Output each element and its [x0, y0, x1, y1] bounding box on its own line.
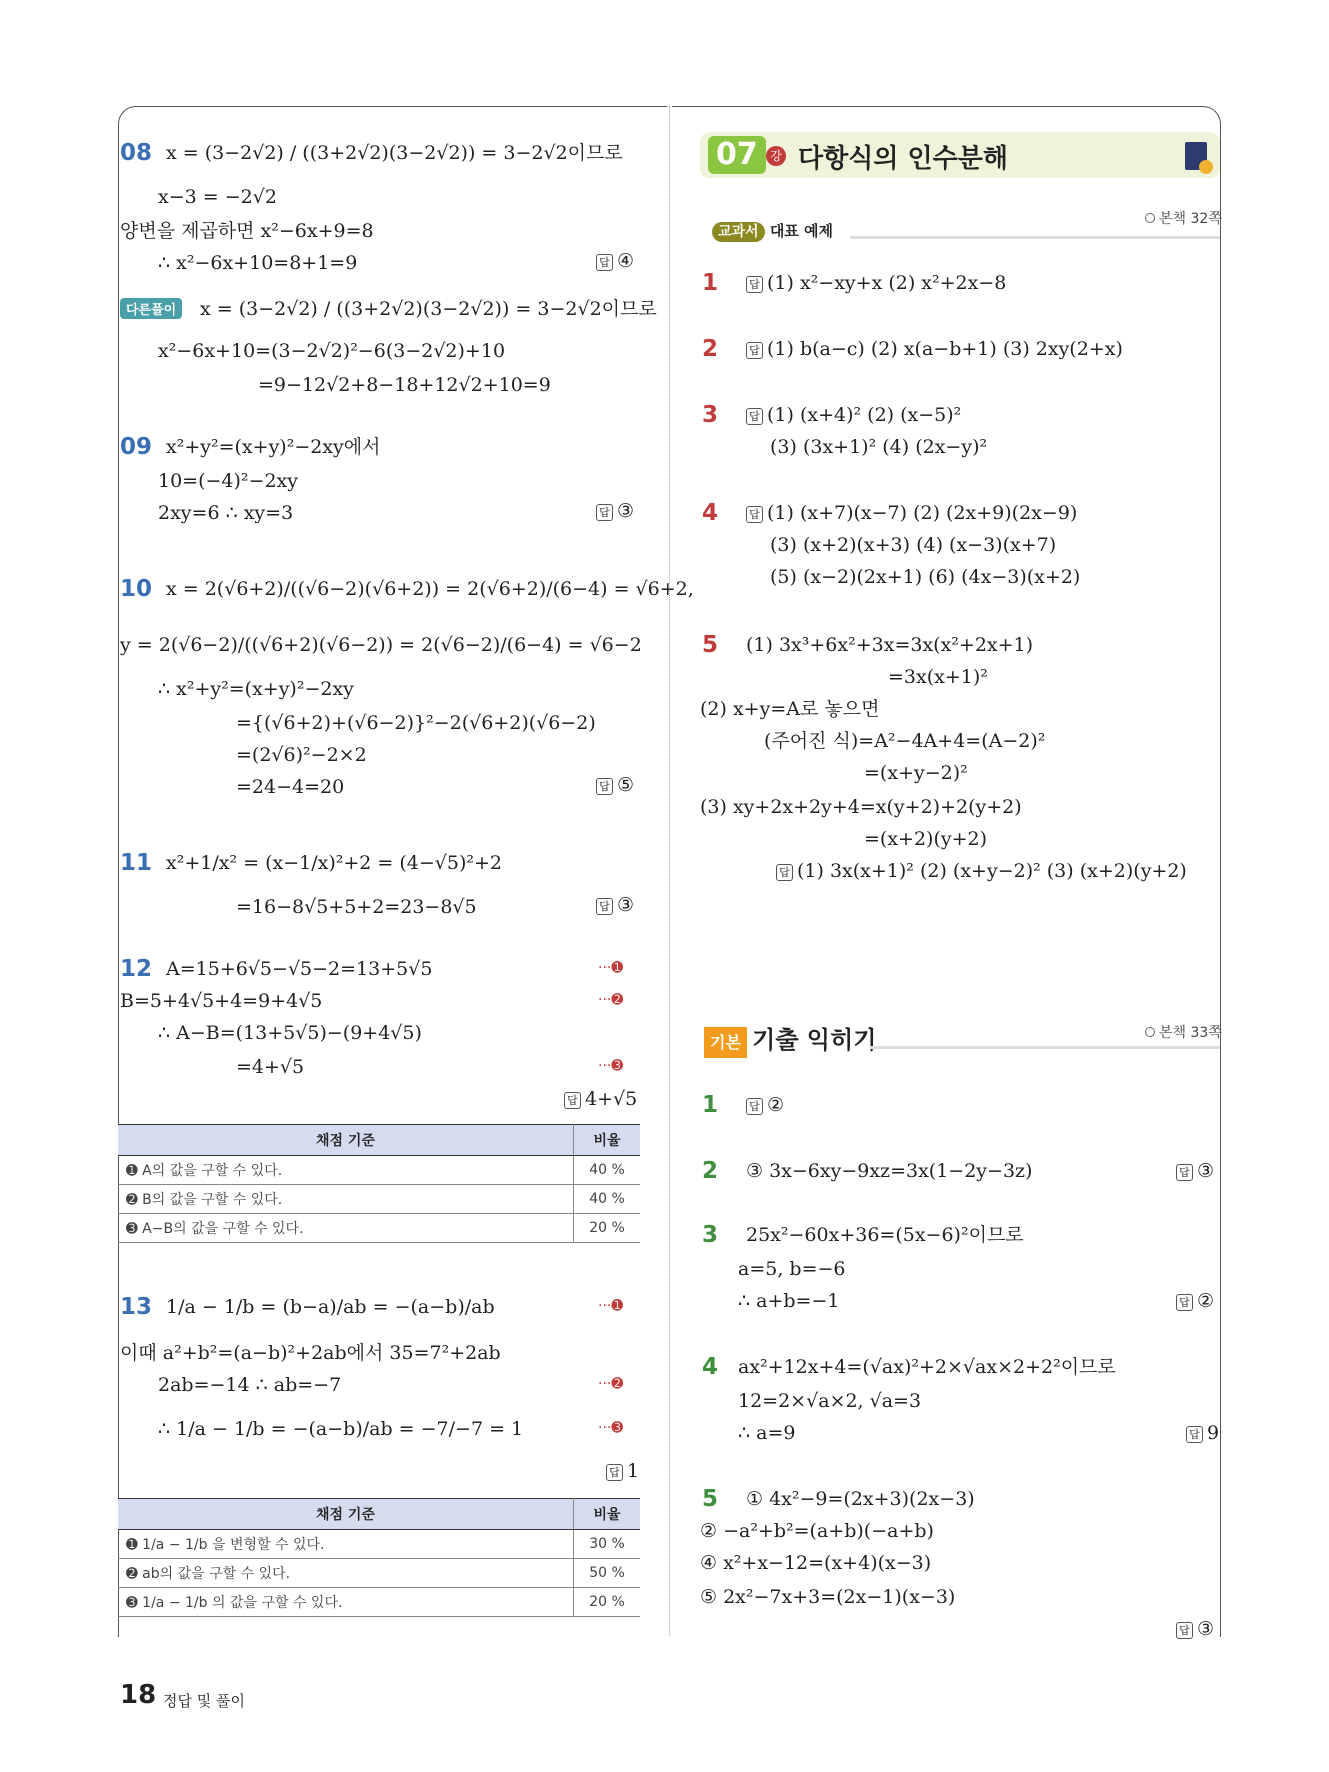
question-number: 1 — [702, 1092, 719, 1118]
solution-line: =24−4=20 — [236, 776, 345, 798]
question-number: 3 — [702, 1222, 719, 1248]
solution-line: 25x²−60x+36=(5x−6)²이므로 — [746, 1224, 1024, 1246]
section-label: 기출 익히기 — [752, 1026, 877, 1054]
answer-value: ③ — [617, 500, 635, 522]
answer-mark-icon: 답 — [746, 276, 763, 293]
section-pill: 교과서 — [712, 222, 765, 242]
footer-label: 정답 및 풀이 — [163, 1692, 245, 1710]
solution-line: x²−6x+10=(3−2√2)²−6(3−2√2)+10 — [158, 340, 506, 362]
answer-mark-icon: 답 — [746, 1098, 763, 1115]
step-marker: ···➊ — [598, 960, 624, 976]
answer-mark-icon: 답 — [606, 1464, 623, 1481]
solution-line: 2ab=−14 ∴ ab=−7 — [158, 1374, 342, 1396]
solution-line: ax²+12x+4=(√ax)²+2×√ax×2+2²이므로 — [738, 1356, 1116, 1378]
answer-mark-icon: 답 — [746, 408, 763, 425]
grading-header-rate: 비율 — [574, 1499, 641, 1530]
page-reference: 본책 33쪽 — [1145, 1022, 1222, 1042]
solution-line: y = 2(√6−2)/((√6+2)(√6−2)) = 2(√6−2)/(6−4) = √6−2 — [120, 634, 642, 656]
solution-line: 10=(−4)²−2xy — [158, 470, 299, 492]
solution-line: ④ x²+x−12=(x+4)(x−3) — [700, 1552, 932, 1574]
answer-mark-icon: 답 — [746, 506, 763, 523]
solution-line: =16−8√5+5+2=23−8√5 — [236, 896, 477, 918]
question-number: 09 — [120, 434, 153, 460]
question-number: 2 — [702, 1158, 719, 1184]
grading-header-rate: 비율 — [574, 1125, 641, 1156]
answer-mark-icon: 답 — [564, 1092, 581, 1109]
section-tab-textbook — [712, 220, 833, 241]
step-marker: ···➋ — [598, 992, 624, 1008]
answer: 답 9 — [1186, 1422, 1219, 1444]
answer-mark-icon: 답 — [746, 342, 763, 359]
solution-line: x = 2(√6+2)/((√6−2)(√6+2)) = 2(√6+2)/(6−4) = √6+2, — [166, 578, 694, 600]
answer — [596, 250, 634, 272]
answer-mark-icon: 답 — [1176, 1164, 1193, 1181]
question-number: 10 — [120, 576, 153, 602]
question-number: 5 — [702, 1486, 719, 1512]
answer-mark-icon: 답 — [596, 504, 613, 521]
solution-line: x = (3−2√2) / ((3+2√2)(3−2√2)) = 3−2√2이므로 — [200, 298, 657, 320]
solution-line: (3) xy+2x+2y+4=x(y+2)+2(y+2) — [700, 796, 1022, 818]
section-tab-basic — [704, 1020, 876, 1055]
solution-line: 2xy=6 ∴ xy=3 — [158, 502, 294, 524]
solution-line: ∴ 1/a − 1/b = −(a−b)/ab = −7/−7 = 1 — [158, 1418, 524, 1440]
solution-line: (2) x+y=A로 놓으면 — [700, 698, 880, 720]
solution-line: x²+1/x² = (x−1/x)²+2 = (4−√5)²+2 — [166, 852, 503, 874]
solution-line: =(x+2)(y+2) — [864, 828, 988, 850]
question-number: 5 — [702, 632, 719, 658]
solution-line: (주어진 식)=A²−4A+4=(A−2)² — [764, 730, 1046, 752]
lesson-number: 07 — [708, 136, 766, 174]
question-number: 4 — [702, 1354, 719, 1380]
solution-line: =9−12√2+8−18+12√2+10=9 — [258, 374, 551, 396]
solution-line: ∴ a+b=−1 — [738, 1290, 840, 1312]
answer: 답 (1) 3x(x+1)² (2) (x+y−2)² (3) (x+2)(y+2) — [776, 860, 1187, 882]
answer-value: ④ — [617, 250, 635, 272]
answer-mark-icon: 답 — [776, 864, 793, 881]
answer: 답 (1) b(a−c) (2) x(a−b+1) (3) 2xy(2+x) — [746, 338, 1123, 360]
page-reference: 본책 32쪽 — [1145, 208, 1222, 228]
answer: 답 ③ — [1176, 1618, 1214, 1640]
alt-solution-label: 다른풀이 — [120, 298, 182, 319]
answer — [606, 1460, 639, 1482]
table-row: ➋ ab의 값을 구할 수 있다. 50 % — [118, 1559, 640, 1588]
step-marker: ···➊ — [598, 1298, 624, 1314]
answer-value: 4+√5 — [585, 1088, 638, 1110]
question-number: 11 — [120, 850, 153, 876]
question-number: 3 — [702, 402, 719, 428]
solution-line: ③ 3x−6xy−9xz=3x(1−2y−3z) — [746, 1160, 1033, 1182]
solution-line: ∴ x²−6x+10=8+1=9 — [158, 252, 358, 274]
answer — [596, 894, 634, 916]
section-underline — [850, 236, 1220, 239]
answer-value: ⑤ — [617, 774, 635, 796]
solution-line: ∴ a=9 — [738, 1422, 796, 1444]
page-number: 18 — [120, 1680, 157, 1710]
solution-line: x²+y²=(x+y)²−2xy에서 — [166, 436, 381, 458]
solution-line: (1) 3x³+6x²+3x=3x(x²+2x+1) — [746, 634, 1034, 656]
solution-line: 양변을 제곱하면 x²−6x+9=8 — [120, 220, 374, 242]
ref-dot-icon — [1145, 1027, 1155, 1037]
solution-line: =3x(x+1)² — [888, 666, 988, 688]
solution-line: ∴ A−B=(13+5√5)−(9+4√5) — [158, 1022, 422, 1044]
solution-line: 12=2×√a×2, √a=3 — [738, 1390, 922, 1412]
solution-line: ② −a²+b²=(a+b)(−a+b) — [700, 1520, 934, 1542]
table-row: ➌ 1/a − 1/b 의 값을 구할 수 있다. 20 % — [118, 1588, 640, 1617]
question-number: 4 — [702, 500, 719, 526]
solution-line: ① 4x²−9=(2x+3)(2x−3) — [746, 1488, 975, 1510]
answer: 답 ② — [746, 1094, 784, 1116]
alt-solution-badge — [120, 298, 182, 319]
grading-table — [118, 1124, 640, 1243]
answer — [564, 1088, 637, 1110]
solution-line: ⑤ 2x²−7x+3=(2x−1)(x−3) — [700, 1586, 956, 1608]
answer-value: ③ — [617, 894, 635, 916]
answer: 답 (1) (x+4)² (2) (x−5)² — [746, 404, 961, 426]
question-number: 12 — [120, 956, 153, 982]
table-row: ➊ 1/a − 1/b 을 변형할 수 있다. 30 % — [118, 1530, 640, 1559]
lesson-title: 다항식의 인수분해 — [798, 144, 1008, 174]
book-clock-icon — [1185, 142, 1207, 170]
solution-line: x = (3−2√2) / ((3+2√2)(3−2√2)) = 3−2√2이므로 — [166, 142, 623, 164]
answer-line: (3) (x+2)(x+3) (4) (x−3)(x+7) — [770, 534, 1057, 556]
section-underline — [870, 1046, 1220, 1049]
solution-line: ∴ x²+y²=(x+y)²−2xy — [158, 678, 354, 700]
question-number: 13 — [120, 1294, 153, 1320]
grading-header: 채점 기준 — [118, 1125, 574, 1156]
solution-line: =(x+y−2)² — [864, 762, 968, 784]
answer-mark-icon: 답 — [596, 898, 613, 915]
solution-line: 1/a − 1/b = (b−a)/ab = −(a−b)/ab — [166, 1296, 495, 1318]
answer: 답 (1) x²−xy+x (2) x²+2x−8 — [746, 272, 1006, 294]
answer: 답 ② — [1176, 1290, 1214, 1312]
answer — [596, 774, 634, 796]
solution-line: =(2√6)²−2×2 — [236, 744, 367, 766]
solution-line: a=5, b=−6 — [738, 1258, 846, 1280]
answer-mark-icon: 답 — [596, 254, 613, 271]
table-row: ➌ A−B의 값을 구할 수 있다. 20 % — [118, 1214, 640, 1243]
column-divider — [669, 106, 670, 1636]
grading-table — [118, 1498, 640, 1617]
answer — [596, 500, 634, 522]
step-marker: ···➌ — [598, 1420, 624, 1436]
solution-line: A=15+6√5−√5−2=13+5√5 — [166, 958, 433, 980]
solution-line: =4+√5 — [236, 1056, 305, 1078]
question-number: 08 — [120, 140, 153, 166]
ref-dot-icon — [1145, 213, 1155, 223]
answer: 답 ③ — [1176, 1160, 1214, 1182]
table-row: ➊ A의 값을 구할 수 있다. 40 % — [118, 1156, 640, 1185]
solution-line: ={(√6+2)+(√6−2)}²−2(√6+2)(√6−2) — [236, 712, 596, 734]
question-number: 1 — [702, 270, 719, 296]
section-label: 대표 예제 — [769, 222, 833, 240]
answer-mark-icon: 답 — [1176, 1294, 1193, 1311]
section-pill: 기본 — [704, 1027, 747, 1058]
solution-line: 이때 a²+b²=(a−b)²+2ab에서 35=7²+2ab — [120, 1342, 501, 1364]
lesson-kang-badge: 강 — [766, 146, 786, 166]
answer-line: (5) (x−2)(2x+1) (6) (4x−3)(x+2) — [770, 566, 1081, 588]
step-marker: ···➋ — [598, 1376, 624, 1392]
answer-value: 1 — [627, 1460, 640, 1482]
question-number: 2 — [702, 336, 719, 362]
answer-mark-icon: 답 — [1186, 1426, 1203, 1443]
step-marker: ···➌ — [598, 1058, 624, 1074]
table-row: ➋ B의 값을 구할 수 있다. 40 % — [118, 1185, 640, 1214]
solution-line: B=5+4√5+4=9+4√5 — [120, 990, 323, 1012]
answer-line: (3) (3x+1)² (4) (2x−y)² — [770, 436, 988, 458]
answer: 답 (1) (x+7)(x−7) (2) (2x+9)(2x−9) — [746, 502, 1077, 524]
answer-mark-icon: 답 — [1176, 1622, 1193, 1639]
answer-mark-icon: 답 — [596, 778, 613, 795]
grading-header: 채점 기준 — [118, 1499, 574, 1530]
solution-line: x−3 = −2√2 — [158, 186, 277, 208]
